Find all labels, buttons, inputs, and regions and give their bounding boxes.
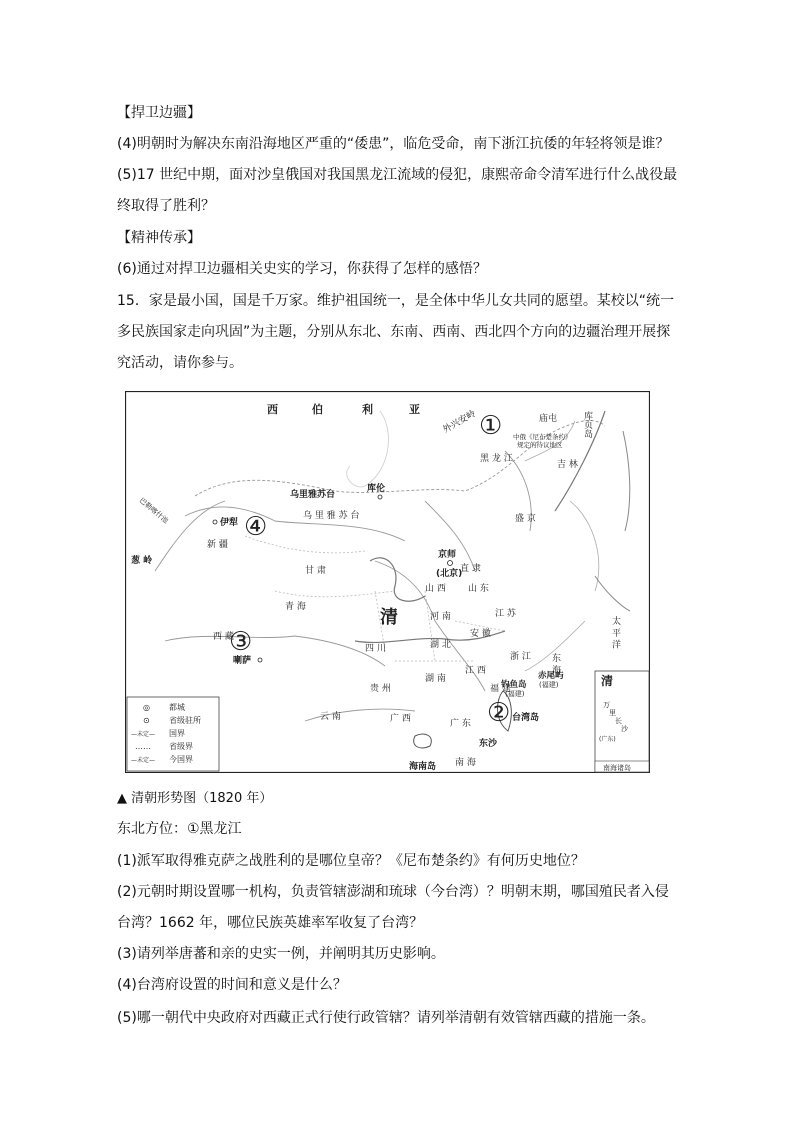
label-miaojie: 庙屯 [539,414,558,424]
label-jiangsu: 江 苏 [495,609,516,619]
map-caption: ▲ 清朝形势图（1820 年） [117,791,273,806]
line-7: 15．家是最小国，国是千万家。维护祖国统一，是全体中华儿女共同的愿望。某校以“统一 [117,293,675,309]
line-3: (5)17 世纪中期，面对沙皇俄国对我国黑龙江流域的侵犯，康熙帝命令清军进行什么战役最 [117,167,678,183]
label-hunan: 湖 南 [425,674,446,684]
label-donghai: 东 海 [550,653,560,674]
inset-label-4: 沙 [621,725,628,733]
label-siberia-4: 亚 [409,403,420,416]
label-fujian: 福 建 [490,684,511,694]
label-siberia-1: 西 [267,403,278,416]
label-wulyasutai-region: 乌 里 雅 苏 台 [303,511,360,521]
label-shanxi: 山 西 [425,584,446,594]
label-xinjiang: 新 疆 [207,540,228,550]
question-5: (3)请列举唐蕃和亲的史实一例，并阐明其历史影响。 [117,946,445,962]
label-qinghai: 青 海 [285,602,306,612]
label-jingshi: 京师 [438,550,457,560]
line-8: 多民族国家走向巩固”为主题，分别从东北、东南、西南、西北四个方向的边疆治理开展探 [117,324,671,340]
line-1: 【捍卫边疆】 [117,105,201,121]
label-dongsha: 东沙 [479,739,498,749]
question-3: (2)元朝时期设置哪一机构，负责管辖澎湖和琉球（今台湾）？明朝末期，哪国殖民者入侵 [117,884,669,900]
label-congling: 葱 岭 [131,556,153,566]
marker-2: ② [487,698,511,728]
label-zhili: 直 隶 [460,564,481,574]
question-7: (5)哪一朝代中央政府对西藏正式行使行政管辖？请列举清朝有效管辖西藏的措施一条。 [117,1010,655,1026]
label-guangxi: 广 西 [390,714,411,724]
label-sichuan: 四 川 [365,644,386,654]
label-hubei: 湖 北 [430,640,451,650]
question-1: 东北方位：①黑龙江 [117,821,242,837]
label-jiangxi: 江 西 [465,666,486,676]
label-xizang: 西 藏 [213,632,234,642]
qing-dynasty-map [125,391,650,773]
line-9: 究活动，请你参与。 [117,355,243,371]
label-waixinganling: 外兴安岭 [441,408,478,436]
label-siberia-2: 伯 [312,403,323,416]
question-2: (1)派军取得雅克萨之战胜利的是哪位皇帝？《尼布楚条约》有何历史地位？ [117,853,585,869]
legend-label-capital: 都城 [169,703,185,712]
label-gansu: 甘 肃 [305,566,326,576]
label-nanhai: 南 海 [455,758,476,768]
label-diaoyudao: 钓鱼岛 [501,680,527,690]
legend-label-provincial-border: 省级界 [169,742,193,751]
label-yunnan: 云 南 [320,712,341,722]
label-kuyedao: 库页岛 [582,411,592,438]
question-4: 台湾？1662 年，哪位民族英雄率军收复了台湾？ [117,915,424,931]
marker-3: ③ [229,627,253,657]
map-legend [127,697,219,771]
inset-label-1: 万 [603,701,610,709]
question-6: (4)台湾府设置的时间和意义是什么？ [117,977,347,993]
inset-label-5: (广东) [599,736,616,743]
label-hainan: 海南岛 [409,762,437,772]
legend-label-modern-border: 今国界 [169,755,193,764]
label-uliastai: 乌里雅苏台 [290,490,336,500]
label-beijing: (北京) [436,569,463,579]
label-guangdong: 广 东 [450,719,471,729]
label-heilongjiang: 黑 龙 江 [480,454,513,464]
inset-label-3: 长 [615,717,622,725]
line-2: (4)明朝时为解决东南沿海地区严重的“倭患”，临危受命，南下浙江抗倭的年轻将领是谁？ [117,136,670,152]
label-chiweiyu: 赤尾屿 [538,671,564,681]
marker-4: ④ [244,512,268,542]
label-siberia-3: 利 [362,403,373,416]
label-treaty-note-2: 规定的待议地区 [517,441,563,449]
legend-label-national-border: 国界 [169,729,185,738]
label-chiweiyu-sub: (福建) [539,681,559,689]
legend-label-provincial-seat: 省级驻所 [169,716,201,725]
label-taipingyang: 太 平 洋 [610,616,620,649]
inset-footer: 南海诸岛 [603,764,631,772]
legend-symbol-national-border: —未定— [131,731,156,738]
label-diaoyudao-sub: (福建) [505,690,525,698]
line-4: 终取得了胜利？ [117,198,215,214]
label-guizhou: 贵 州 [370,684,391,694]
label-lhasa: 喇萨 [233,656,252,666]
line-5: 【精神传承】 [117,230,201,246]
inset-label-2: 里 [609,709,616,717]
label-jilin: 吉 林 [557,460,578,470]
legend-symbol-capital: ◎ [143,703,150,712]
label-henan: 河 南 [430,612,451,622]
inset-title: 清 [601,674,614,688]
label-yili: 伊犁 [220,518,239,528]
marker-1: ① [479,411,503,441]
label-kulun: 库伦 [367,484,386,494]
label-anhui: 安 徽 [470,629,491,639]
label-balkhash: 巴勒喀什池 [137,496,170,526]
label-treaty-note-1: 中俄《尼布楚条约》 [513,433,572,441]
legend-symbol-provincial-border: …… [135,742,151,751]
legend-symbol-provincial-seat: ⊙ [143,716,150,725]
line-6: (6)通过对捍卫边疆相关史实的学习，你获得了怎样的感悟？ [117,261,487,277]
label-shandong: 山 东 [468,584,489,594]
label-shengjing: 盛 京 [515,514,536,524]
label-zhejiang: 浙 江 [510,652,531,662]
legend-symbol-modern-border: —未定— [131,757,156,764]
label-taiwan: 台湾岛 [512,713,540,723]
label-qing: 清 [380,607,398,628]
